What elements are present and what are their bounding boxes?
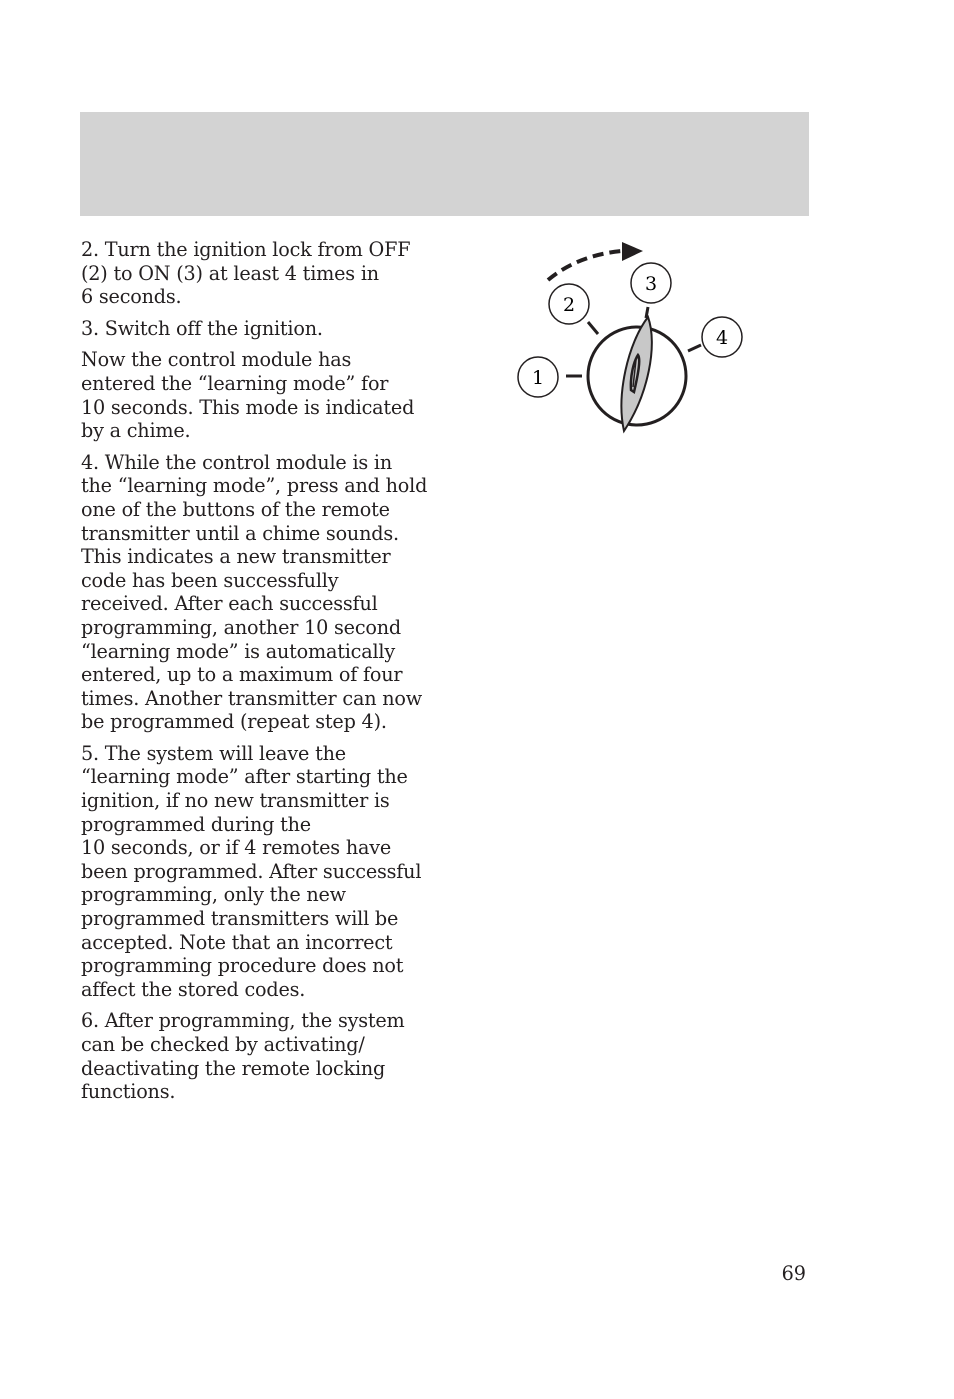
position-4-label: 4 bbox=[715, 327, 729, 349]
page-number: 69 bbox=[781, 1262, 806, 1285]
position-4-tick bbox=[688, 345, 701, 351]
learning-mode-paragraph: Now the control module has entered the “learning mode” for 10 seconds. This mode is indicated by a chime. bbox=[81, 348, 415, 443]
section-header-band bbox=[80, 112, 809, 216]
ignition-lock-diagram bbox=[510, 235, 760, 440]
step-6-paragraph: 6. After programming, the system can be checked by activating/ deactivating the remote locking functions. bbox=[81, 1009, 405, 1104]
instruction-text-column bbox=[81, 238, 433, 1112]
rotation-arrow bbox=[548, 251, 622, 280]
position-2-tick bbox=[588, 322, 598, 334]
step-3-paragraph: 3. Switch off the ignition. bbox=[81, 316, 323, 340]
position-3-label: 3 bbox=[644, 273, 658, 295]
step-5-paragraph: 5. The system will leave the “learning mode” after starting the ignition, if no new transmitter is programmed during the 10 seconds, or if 4 remotes have been programmed. After successful programming, only the new programmed transmitters will be accepted. Note that an incorrect programming procedure does not affect the stored codes. bbox=[81, 741, 422, 1001]
position-1-label: 1 bbox=[531, 367, 545, 389]
step-4-paragraph: 4. While the control module is in the “learning mode”, press and hold one of the buttons of the remote transmitter until a chime sounds. This indicates a new transmitter code has been successfully received. After each successful programming, another 10 second “learning mode” is automatically entered, up to a maximum of four times. Another transmitter can now be programmed (repeat step 4). bbox=[81, 450, 428, 734]
arrow-head-icon bbox=[622, 242, 643, 261]
step-2-paragraph: 2. Turn the ignition lock from OFF (2) to ON (3) at least 4 times in 6 seconds. bbox=[81, 238, 411, 309]
position-2-label: 2 bbox=[562, 294, 576, 316]
